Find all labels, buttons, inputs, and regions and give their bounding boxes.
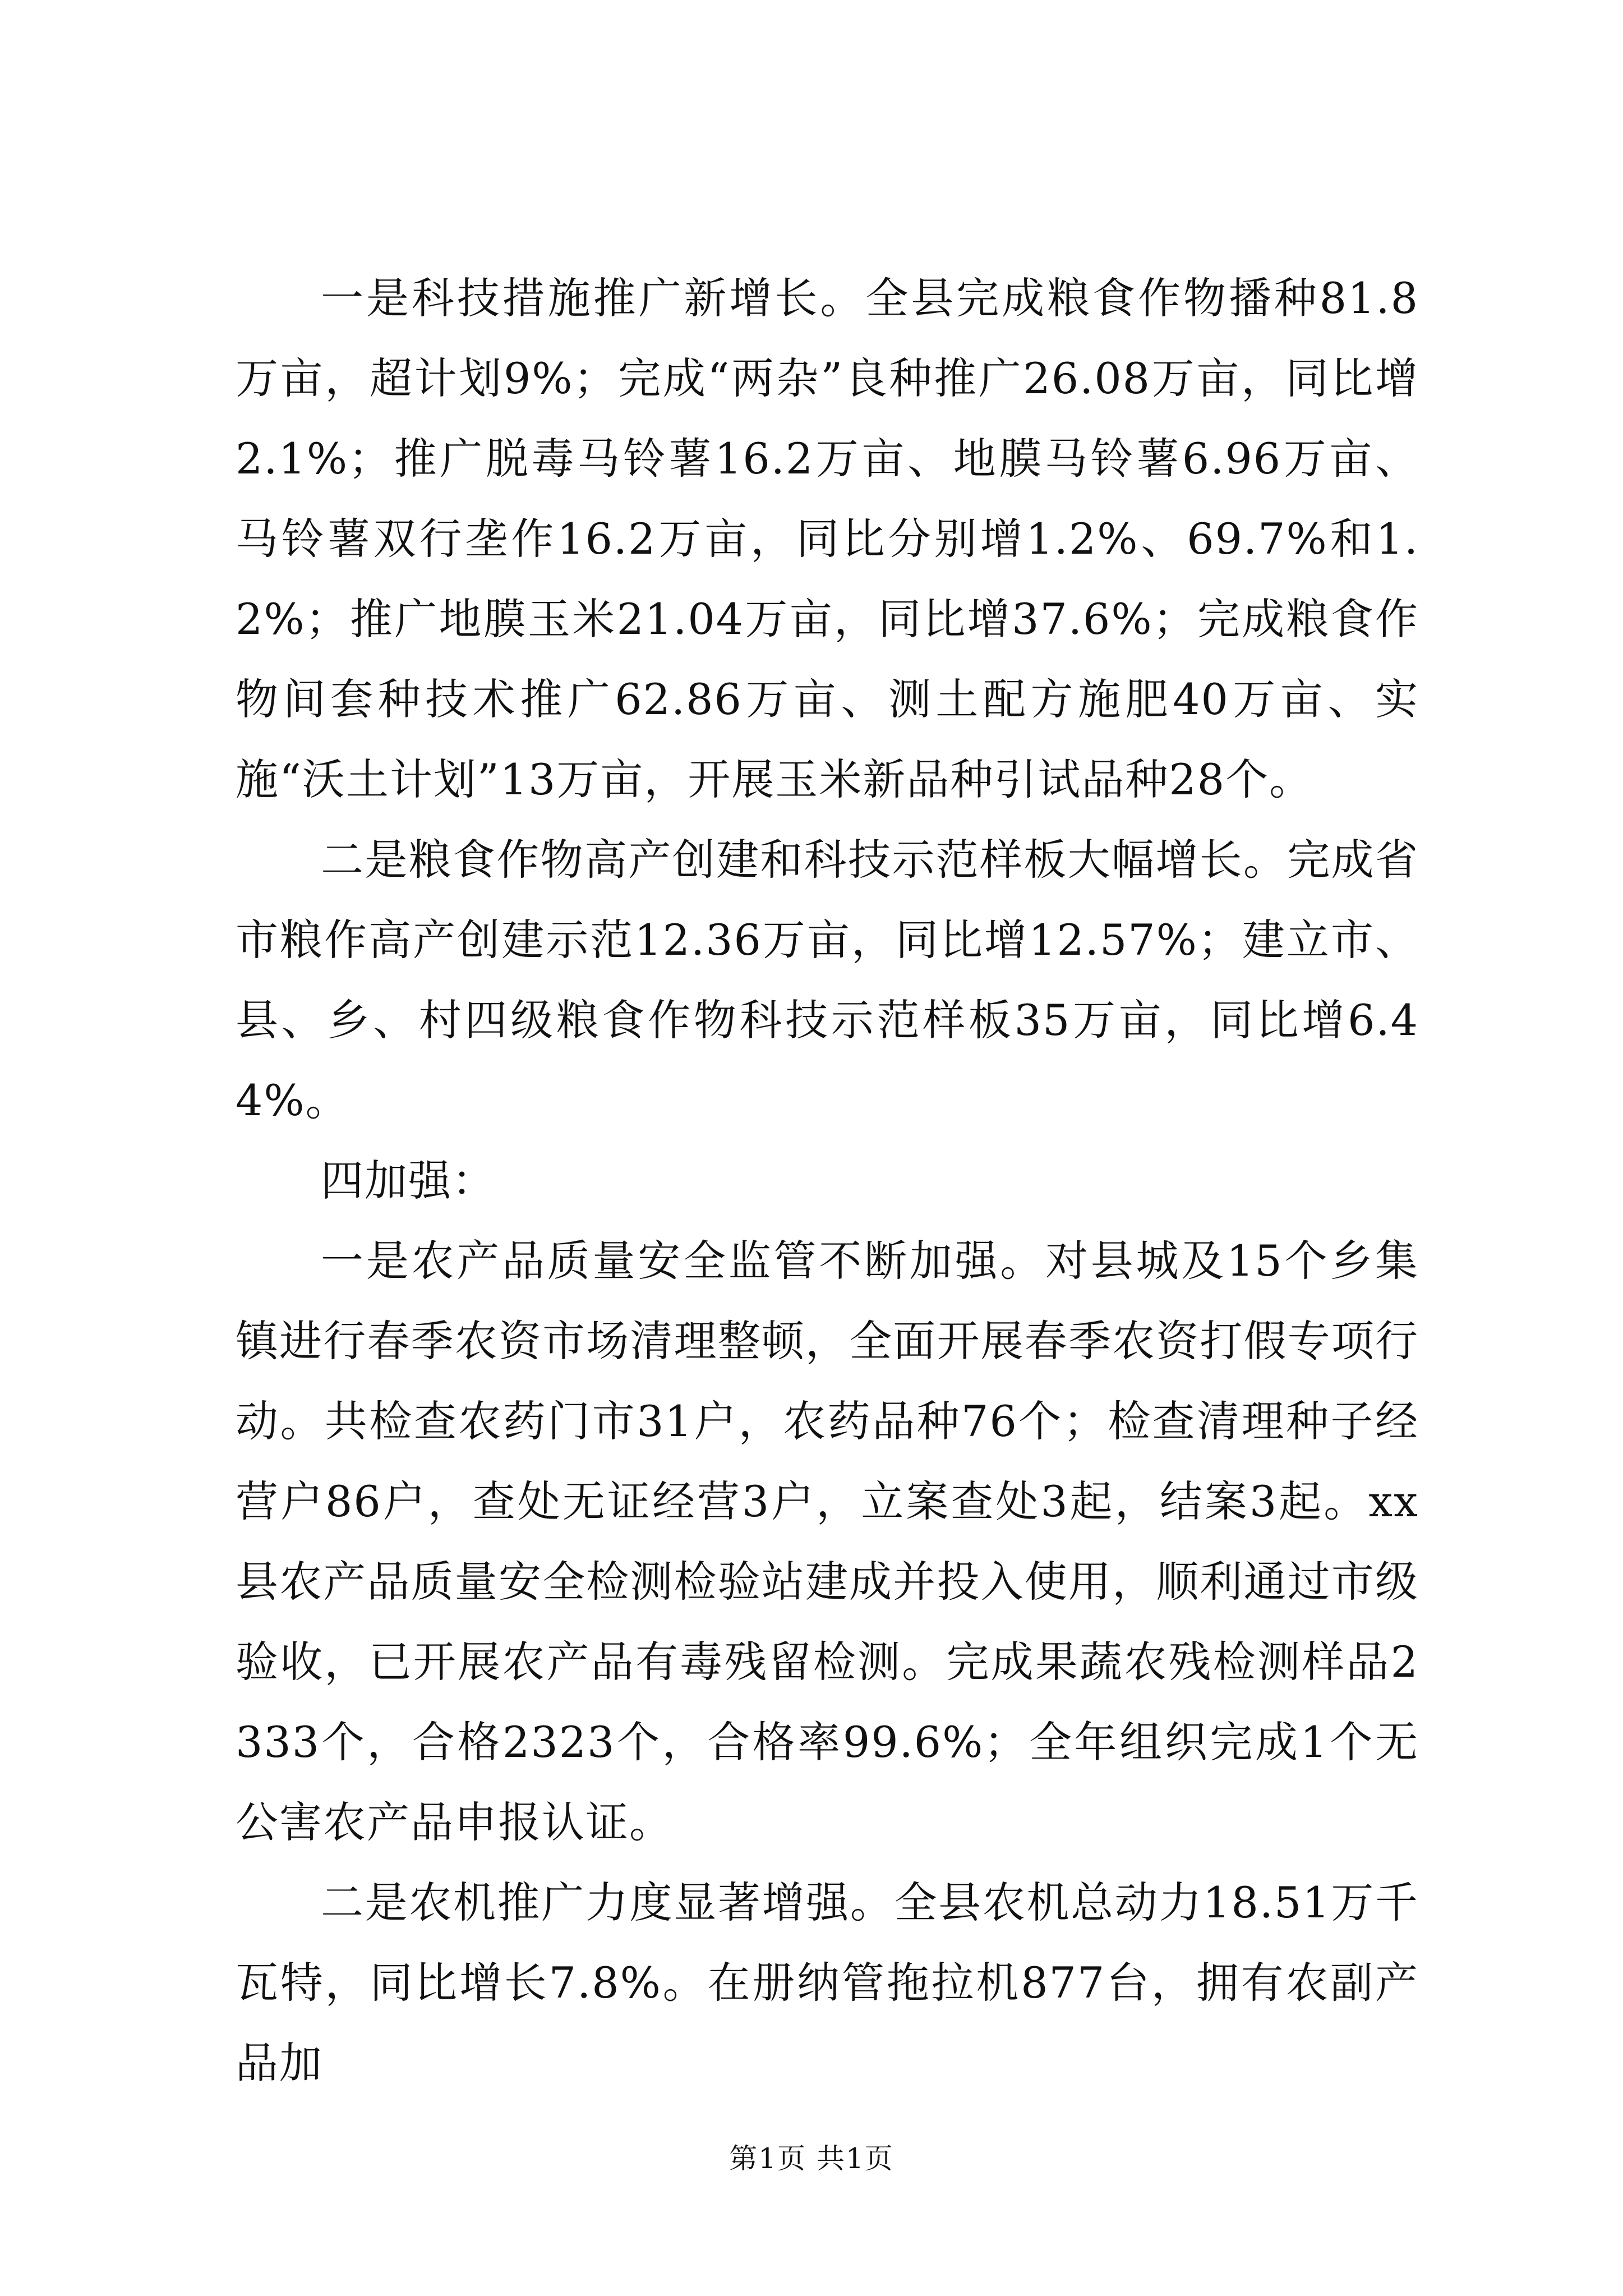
paragraph-high-yield-demo: 二是粮食作物高产创建和科技示范样板大幅增长。完成省市粮作高产创建示范12.36万亩，同比增12.57%；建立市、县、乡、村四级粮食作物科技示范样板35万亩，同比增6.44%。 <box>236 835 1419 1125</box>
paragraph-agri-machinery: 二是农机推广力度显著增强。全县农机总动力18.51万千瓦特，同比增长7.8%。在册纳管拖拉机877台，拥有农副产品加 <box>236 1878 1419 2088</box>
paragraph-tech-measures: 一是科技措施推广新增长。全县完成粮食作物播种81.8万亩，超计划9%；完成“两杂”良种推广26.08万亩，同比增2.1%；推广脱毒马铃薯16.2万亩、地膜马铃薯6.96万亩、马铃薯双行垄作16.2万亩，同比分别增1.2%、69.7%和1.2%；推广地膜玉米21.04万亩，同比增37.6%；完成粮食作物间套种技术推广62.86万亩、测土配方施肥40万亩、实施“沃土计划”13万亩，开展玉米新品种引试品种28个。 <box>236 273 1419 804</box>
paragraph-quality-safety: 一是农产品质量安全监管不断加强。对县城及15个乡集镇进行春季农资市场清理整顿，全面开展春季农资打假专项行动。共检查农药门市31户，农药品种76个；检查清理种子经营户86户，查处无证经营3户，立案查处3起，结案3起。xx县农产品质量安全检测检验站建成并投入使用，顺利通过市级验收，已开展农产品有毒残留检测。完成果蔬农残检测样品2333个，合格2323个，合格率99.6%；全年组织完成1个无公害农产品申报认证。 <box>236 1236 1419 1847</box>
page-footer: 第1页 共1页 <box>729 2142 894 2175</box>
paragraph-four-strengthen-heading: 四加强： <box>321 1156 496 1205</box>
document-body <box>236 258 1419 2103</box>
